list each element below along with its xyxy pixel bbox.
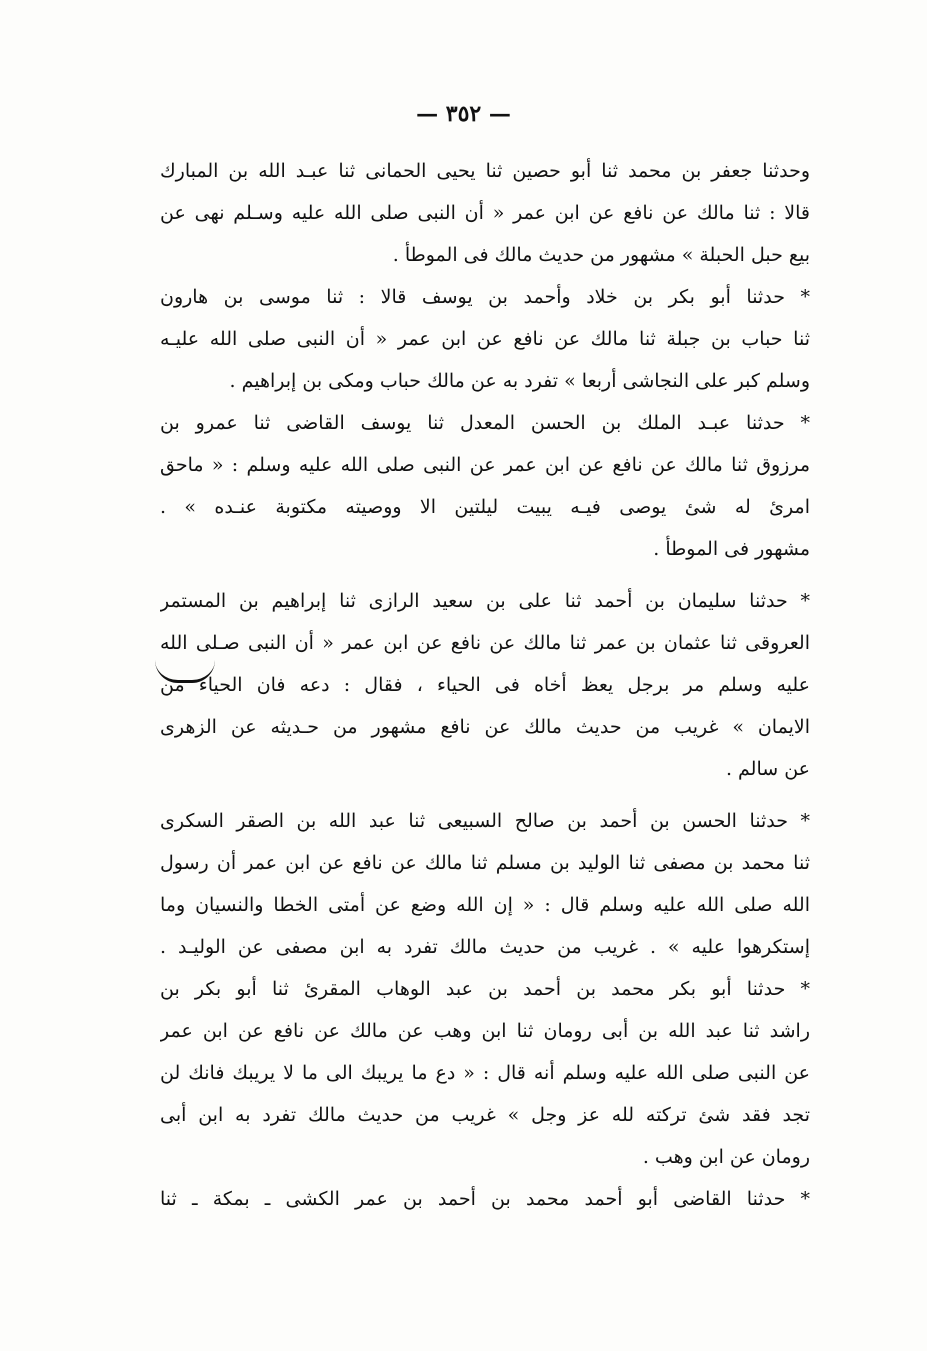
text-line: تجد فقد شئ تركته لله عز وجل » غريب من حديث مالك تفرد به ابن أبى (160, 1104, 810, 1126)
text-line: راشد ثنا عبد الله بن أبى رومان ثنا ابن وهب عن مالك عن نافع عن ابن عمر (160, 1020, 810, 1042)
text-line: ثنا محمد بن مصفى ثنا الوليد بن مسلم ثنا مالك عن نافع عن ابن عمر أن رسول (160, 852, 810, 874)
text-line: قالا : ثنا مالك عن نافع عن ابن عمر « أن النبى صلى الله عليه وسـلم نهى عن (160, 202, 810, 224)
text-line: * حدثنا أبو بكر محمد بن أحمد بن عبد الوهاب المقرئ ثنا أبو بكر بن (160, 978, 810, 1000)
text-line: * حدثنا القاضى أبو أحمد محمد بن أحمد بن عمر الكشى ـ بمكة ـ ثنا (160, 1188, 810, 1210)
text-line: رومان عن ابن وهب . (642, 1146, 810, 1168)
text-line: * حدثنا أبو بكر بن خلاد وأحمد بن يوسف قالا : ثنا موسى بن هارون (160, 286, 810, 308)
text-line: العروقى ثنا عثمان بن عمر ثنا مالك عن نافع عن ابن عمر « أن النبى صـلى الله (160, 632, 810, 654)
hadith-text-block (160, 150, 810, 1220)
text-line: وسلم كبر على النجاشى أربعا » تفرد به عن مالك حباب ومكى بن إبراهيم . (229, 370, 810, 392)
text-line: ثنا حباب بن جبلة ثنا مالك عن نافع عن ابن عمر « أن النبى صلى الله عليـه (160, 328, 810, 350)
text-line: عليه وسلم مر برجل يعظ أخاه فى الحياء ، فقال : دعه فان الحياء من (160, 674, 810, 696)
text-line: عن سالم . (725, 758, 810, 780)
text-line: عن النبى صلى الله عليه وسلم أنه قال : « دع ما يريبك الى ما لا يريبك فانك لن (160, 1062, 810, 1084)
page-number: — ٣٥٢ — (416, 101, 511, 127)
text-line: امرئ له شئ يوصى فيـه يبيت ليلتين الا ووصيته مكتوبة عنـده » . (160, 496, 810, 518)
text-line: الايمان » غريب من حديث مالك عن نافع مشهور من حـديثه عن الزهرى (160, 716, 810, 738)
text-line: الله صلى الله عليه وسلم قال : « إن الله وضع عن أمتى الخطا والنسيان وما (160, 894, 810, 916)
text-line: * حدثنا عبـد الملك بن الحسن المعدل ثنا يوسف القاضى ثنا عمرو بن (160, 412, 810, 434)
text-line: مرزوق ثنا مالك عن نافع عن ابن عمر عن النبى صلى الله عليه وسلم : « ماحق (160, 454, 810, 476)
text-line: مشهور فى الموطأ . (653, 538, 810, 560)
text-line: * حدثنا سليمان بن أحمد ثنا على بن سعيد الرازى ثنا إبراهيم بن المستمر (160, 590, 810, 612)
text-line: بيع حبل الحبلة » مشهور من حديث مالك فى الموطأ . (392, 244, 810, 266)
text-line: * حدثنا الحسن بن أحمد بن صالح السبيعى ثنا عبد الله بن الصقر السكرى (160, 810, 810, 832)
text-line: إستكرهوا عليه » . غريب من حديث مالك تفرد به ابن مصفى عن الوليـد . (160, 936, 810, 958)
text-line: وحدثنا جعفر بن محمد ثنا أبو حصين ثنا يحيى الحمانى ثنا عبـد الله بن المبارك (160, 160, 810, 182)
